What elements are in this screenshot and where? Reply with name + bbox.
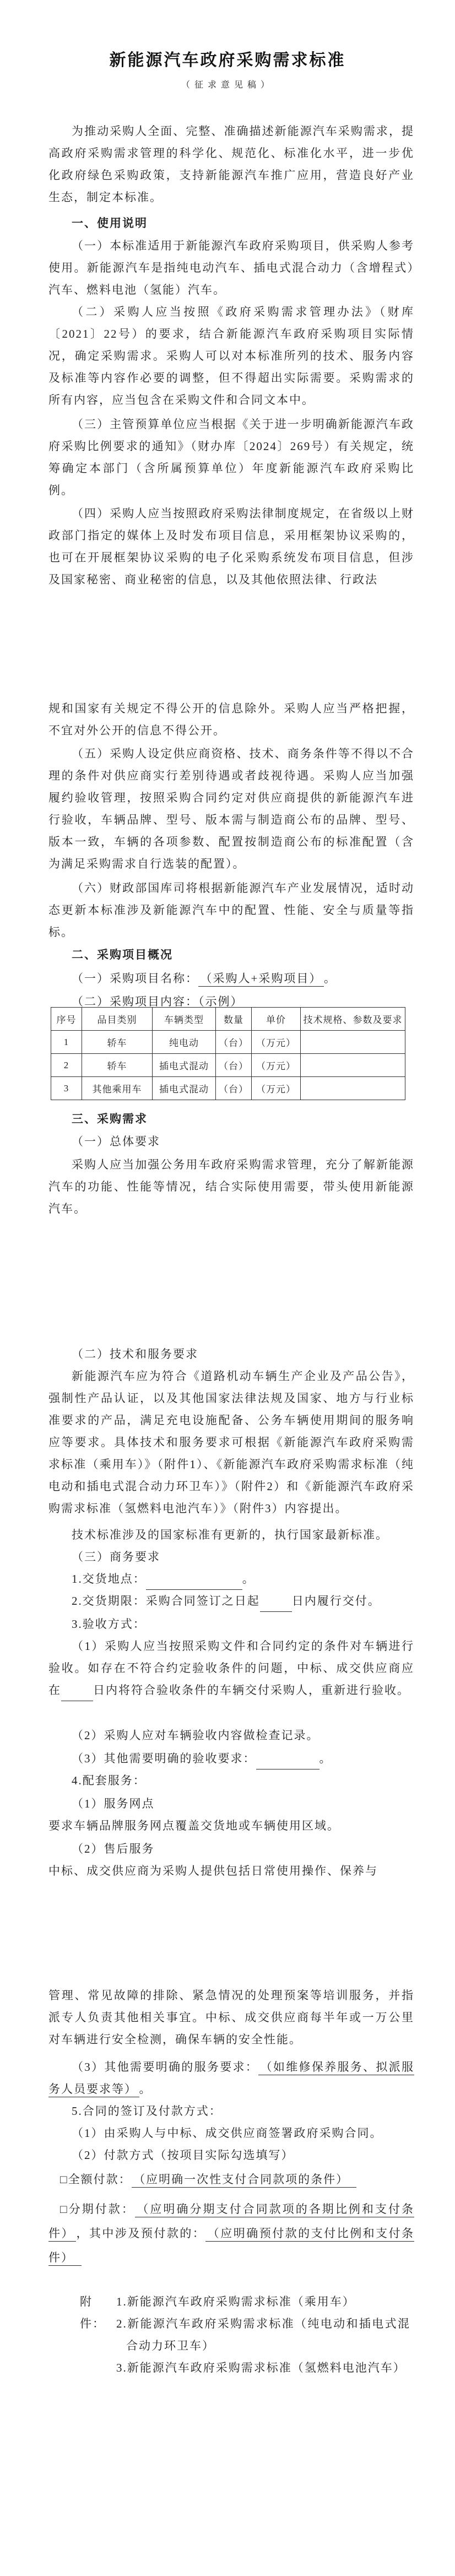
col-header-quantity: 数量	[216, 1008, 252, 1031]
acceptance-item-1	[48, 1635, 414, 1701]
pay-full-option	[48, 2167, 414, 2191]
delivery-place-label: 1.交货地点：	[72, 1572, 146, 1585]
service-network-text: 要求车辆品牌服务网点覆盖交货地或车辆使用区域。	[48, 1819, 340, 1832]
delivery-place-line	[48, 1568, 414, 1590]
col-header-index: 序号	[51, 1008, 82, 1031]
delivery-period-line	[48, 1590, 414, 1612]
pay-full-blank: （应明确一次性支付合同款项的条件）	[132, 2173, 357, 2188]
table-header-row	[51, 1008, 405, 1031]
project-content-line: （二）采购项目内容：（示例）	[72, 995, 243, 1008]
heading-project-overview: 二、采购项目概况	[72, 949, 173, 961]
cell-unit-price: （万元）	[252, 1077, 301, 1100]
pay-installment-mid: ，其中涉及预付款的：	[76, 2227, 206, 2240]
attachment-item-2: 2.新能源汽车政府采购需求标准（纯电动和插电式混合动力环卫车）	[116, 2317, 410, 2352]
tech-service-text: 新能源汽车应为符合《道路机动车辆生产企业及产品公告》，强制性产品认证，以及其他国家法律法规及国家、地方与行业标准要求的产品，满足充电设施配备、公务车辆使用期间的服务响应等要求。具体技术和服务要求可根据《新能源汽车政府采购需求标准（乘用车）》（附件1）、《新能源汽车政府采购需求标准（纯电动和插电式混合动力环卫车）》（附件2）和《新能源汽车政府采购需求标准（氢燃料电池汽车）》（附件3）内容提出。	[48, 1370, 414, 1515]
subheading-tech-service-requirements: （二）技术和服务要求	[72, 1347, 198, 1361]
service-3-label: （3）其他需要明确的服务要求：	[72, 2060, 259, 2074]
table-row	[51, 1031, 405, 1054]
service-network-title: （1）服务网点	[72, 1797, 155, 1810]
delivery-period-blank	[260, 1598, 292, 1612]
cell-quantity: （台）	[216, 1077, 252, 1100]
subheading-general-requirements: （一）总体要求	[72, 1135, 160, 1148]
cell-unit-price: （万元）	[252, 1031, 301, 1054]
table-row	[51, 1077, 405, 1100]
after-sales-title: （2）售后服务	[72, 1842, 155, 1855]
attachment-item-3: 3.新能源汽车政府采购需求标准（氢燃料电池汽车）	[116, 2361, 406, 2374]
intro-paragraph: 为推动采购人全面、完整、准确描述新能源汽车采购需求，提高政府采购需求管理的科学化、规范化、标准化水平，进一步优化政府绿色采购政策，支持新能源汽车推广应用，营造良好产业生态，制定本标准。	[48, 125, 414, 204]
acceptance-method-label: 3.验收方式：	[72, 1617, 146, 1631]
standard-update-text: 技术标准涉及的国家标准有更新的，执行国家最新标准。	[72, 1528, 388, 1541]
attachment-item-1: 1.新能源汽车政府采购需求标准（乘用车）	[116, 2295, 355, 2308]
cell-vehicle-type: 插电式混动	[153, 1077, 216, 1100]
document-title: 新能源汽车政府采购需求标准	[109, 51, 346, 69]
procurement-items-table	[51, 1007, 405, 1100]
contract-item-2: （2）付款方式（按项目实际勾选填写）	[72, 2149, 294, 2162]
pay-full-label: 全额付款：	[68, 2173, 132, 2186]
contract-item-1: （1）由采购人与中标、成交供应商签署政府采购合同。	[72, 2126, 383, 2140]
table-row	[51, 1054, 405, 1077]
support-service-label: 4.配套服务：	[72, 1774, 146, 1787]
project-name-line	[48, 967, 414, 989]
acceptance-3-blank	[256, 1756, 319, 1769]
cell-vehicle-type: 插电式混动	[153, 1054, 216, 1077]
cell-quantity: （台）	[216, 1031, 252, 1054]
delivery-place-period: 。	[242, 1572, 255, 1585]
checkbox-full-payment-icon: □	[60, 2173, 68, 2186]
col-header-category: 品目类别	[82, 1008, 153, 1031]
cell-tech-spec	[301, 1031, 405, 1054]
delivery-place-blank	[146, 1576, 242, 1590]
cell-category: 其他乘用车	[82, 1077, 153, 1100]
contract-payment-label: 5.合同的签订及付款方式：	[72, 2104, 222, 2118]
cell-tech-spec	[301, 1054, 405, 1077]
attachments-block	[80, 2291, 410, 2379]
after-sales-text-part2: 管理、常见故障的排除、紧急情况的处理预案等培训服务，并指派专人负责其他相关事宜。中标、成交供应商每半年或一万公里对车辆进行安全检测，确保车辆的安全性能。	[48, 1989, 414, 2046]
usage-item-3: （三）主管预算单位应当根据《关于进一步明确新能源汽车政府采购比例要求的通知》（财办库〔2024〕269号）有关规定，统筹确定本部门（含所属预算单位）年度新能源汽车政府采购比例。	[48, 418, 414, 497]
cell-index: 2	[51, 1054, 82, 1077]
acceptance-3-label: （3）其他需要明确的验收要求：	[72, 1752, 256, 1765]
project-name-blank: （采购人+采购项目）	[198, 972, 324, 987]
usage-item-4-part2: 规和国家有关规定不得公开的信息除外。采购人应当严格把握，不宜对外公开的信息不得公开。	[48, 702, 414, 737]
pay-installment-label: 分期付款：	[68, 2202, 135, 2216]
acceptance-1-blank	[61, 1687, 93, 1701]
col-header-unit-price: 单价	[252, 1008, 301, 1031]
attachments-list	[116, 2291, 410, 2379]
col-header-vehicle-type: 车辆类型	[153, 1008, 216, 1031]
pay-installment-blank-1: （应明确分期支付合同款项的各期比例和支付条件）	[48, 2202, 414, 2242]
cell-category: 轿车	[82, 1031, 153, 1054]
acceptance-1-pre: （1）采购人应当按照采购文件和合同约定的条件对车辆进行验收。如存在不符合约定验收条件的问题，中标、成交供应商应在	[48, 1639, 414, 1697]
delivery-period-post: 日内履行交付。	[291, 1594, 381, 1608]
acceptance-1-post: 日内将符合验收条件的车辆交付采购人，重新进行验收。	[93, 1684, 410, 1697]
usage-item-4-part1: （四）采购人应当按照政府采购法律制度规定，在省级以上财政部门指定的媒体上及时发布项目信息，采用框架协议采购的，也可在开展框架协议采购的电子化采购系统发布项目信息，但涉及国家秘密、商业秘密的信息，以及其他依照法律、行政法	[48, 507, 414, 586]
cell-index: 1	[51, 1031, 82, 1054]
service-3-blank: （如维修保养服务、拟派服务人员要求等）	[48, 2060, 414, 2097]
document-subtitle: （征求意见稿）	[181, 80, 274, 90]
delivery-period-pre: 2.交货期限：采购合同签订之日起	[72, 1594, 260, 1608]
project-name-period: 。	[323, 972, 337, 985]
acceptance-item-2: （2）采购人应对车辆验收内容做检查记录。	[72, 1729, 319, 1742]
usage-item-5: （五）采购人设定供应商资格、技术、商务条件等不得以不合理的条件对供应商实行差别待遇或者歧视待遇。采购人应当加强履约验收管理，按照采购合同约定对供应商提供的新能源汽车进行验收，车辆品牌、型号、版本需与制造商公布的品牌、型号、版本一致，车辆的各项参数、配置按制造商公布的标准配置（含为满足采购需求自行选装的配置）。	[48, 747, 414, 870]
pay-installment-option	[48, 2197, 414, 2270]
col-header-tech-spec: 技术规格、参数及要求	[301, 1008, 405, 1031]
heading-usage-notes: 一、使用说明	[72, 217, 148, 230]
acceptance-item-3	[48, 1747, 414, 1769]
service-item-3	[48, 2056, 414, 2100]
pay-installment-blank-2: （应明确预付款的支付比例和支付条件）	[48, 2227, 414, 2266]
general-requirements-text: 采购人应当加强公务用车政府采购需求管理，充分了解新能源汽车的功能、性能等情况，结合实际使用需要，带头使用新能源汽车。	[48, 1158, 414, 1215]
project-name-label: （一）采购项目名称：	[72, 972, 198, 985]
cell-quantity: （台）	[216, 1054, 252, 1077]
cell-index: 3	[51, 1077, 82, 1100]
heading-procurement-requirements: 三、采购需求	[72, 1113, 148, 1125]
after-sales-text-part1: 中标、成交供应商为采购人提供包括日常使用操作、保养与	[48, 1864, 378, 1877]
cell-unit-price: （万元）	[252, 1054, 301, 1077]
acceptance-3-period: 。	[319, 1752, 332, 1765]
cell-vehicle-type: 纯电动	[153, 1031, 216, 1054]
cell-category: 轿车	[82, 1054, 153, 1077]
checkbox-installment-icon: □	[60, 2202, 69, 2216]
service-3-period: 。	[139, 2082, 152, 2096]
usage-item-6: （六）财政部国库司将根据新能源汽车产业发展情况，适时动态更新本标准涉及新能源汽车中的配置、性能、安全与质量等指标。	[48, 881, 414, 939]
subheading-business-requirements: （三）商务要求	[72, 1550, 160, 1563]
cell-tech-spec	[301, 1077, 405, 1100]
attachments-label: 附件：	[80, 2295, 105, 2330]
usage-item-2: （二）采购人应当按照《政府采购需求管理办法》（财库〔2021〕22号）的要求，结合新能源汽车政府采购项目实际情况，确定采购需求。采购人可以对本标准所列的技术、服务内容及标准等内容作必要的调整，但不得超出实际需要。采购需求的所有内容，应当包含在采购文件和合同文本中。	[48, 305, 414, 407]
usage-item-1: （一）本标准适用于新能源汽车政府采购项目，供采购人参考使用。新能源汽车是指纯电动汽车、插电式混合动力（含增程式）汽车、燃料电池（氢能）汽车。	[48, 239, 414, 296]
